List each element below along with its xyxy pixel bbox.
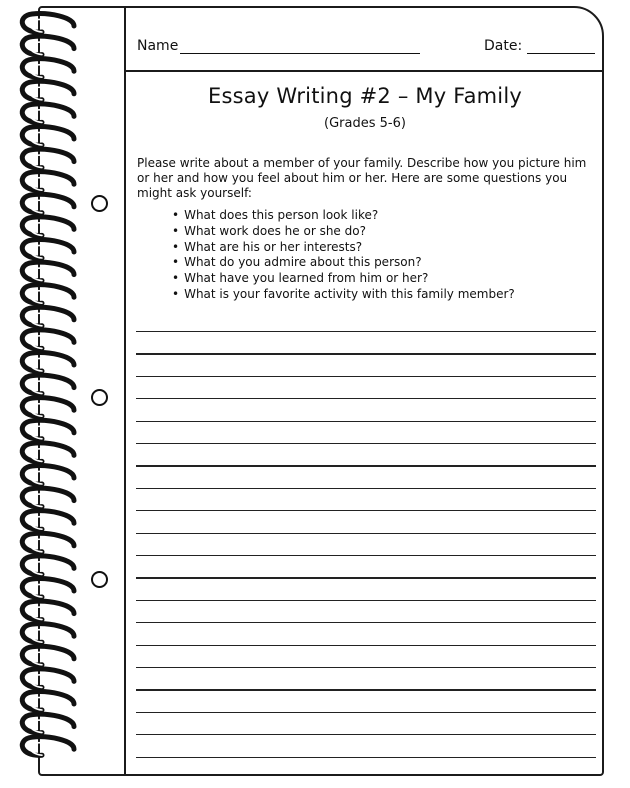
spiral-coil-icon bbox=[22, 262, 74, 281]
spiral-coil-icon bbox=[22, 36, 74, 55]
question-item: • What have you learned from him or her? bbox=[172, 271, 515, 287]
spiral-coil-icon bbox=[22, 714, 74, 733]
spiral-coil-icon bbox=[22, 511, 74, 530]
spiral-coil-icon bbox=[22, 217, 74, 236]
question-item: • What are his or her interests? bbox=[172, 240, 515, 256]
spiral-coil-icon bbox=[22, 398, 74, 417]
writing-line[interactable] bbox=[136, 667, 596, 668]
question-item: • What is your favorite activity with this family member? bbox=[172, 287, 515, 303]
writing-line[interactable] bbox=[136, 600, 596, 601]
spiral-coil-icon bbox=[22, 443, 74, 462]
binder-hole-icon bbox=[91, 571, 108, 588]
writing-line[interactable] bbox=[136, 734, 596, 735]
grade-level: (Grades 5-6) bbox=[324, 116, 406, 131]
question-item: • What work does he or she do? bbox=[172, 224, 515, 240]
spiral-coil-icon bbox=[22, 375, 74, 394]
page-title: Essay Writing #2 – My Family bbox=[208, 84, 522, 108]
writing-line[interactable] bbox=[136, 443, 596, 444]
spiral-coil-icon bbox=[22, 307, 74, 326]
spiral-coil-icon bbox=[22, 579, 74, 598]
spiral-coil-icon bbox=[22, 533, 74, 552]
writing-line[interactable] bbox=[136, 712, 596, 713]
writing-line[interactable] bbox=[136, 465, 596, 466]
spiral-coil-icon bbox=[22, 601, 74, 620]
spiral-coil-icon bbox=[22, 194, 74, 213]
spiral-coil-icon bbox=[22, 127, 74, 146]
spiral-coil-icon bbox=[22, 149, 74, 168]
spiral-coil-icon bbox=[22, 624, 74, 643]
name-field[interactable] bbox=[137, 38, 420, 54]
date-label: Date: bbox=[484, 38, 523, 54]
writing-line[interactable] bbox=[136, 533, 596, 534]
spiral-coil-icon bbox=[22, 14, 74, 33]
spiral-coil-icon bbox=[22, 556, 74, 575]
spiral-coil-icon bbox=[22, 466, 74, 485]
writing-line[interactable] bbox=[136, 757, 596, 758]
spiral-coil-icon bbox=[22, 285, 74, 304]
guiding-questions bbox=[172, 208, 515, 303]
spiral-coil-icon bbox=[22, 488, 74, 507]
writing-line[interactable] bbox=[136, 398, 596, 399]
spiral-coil-icon bbox=[22, 172, 74, 191]
writing-line[interactable] bbox=[136, 353, 596, 354]
spiral-binding bbox=[0, 0, 90, 788]
spiral-coil-icon bbox=[22, 646, 74, 665]
spiral-coil-icon bbox=[22, 81, 74, 100]
question-item: • What do you admire about this person? bbox=[172, 255, 515, 271]
date-blank[interactable] bbox=[527, 39, 595, 54]
name-blank[interactable] bbox=[180, 39, 420, 54]
writing-line[interactable] bbox=[136, 376, 596, 377]
spiral-coil-icon bbox=[22, 353, 74, 372]
writing-line[interactable] bbox=[136, 555, 596, 556]
spiral-coil-icon bbox=[22, 737, 74, 756]
spiral-coil-icon bbox=[22, 669, 74, 688]
writing-line[interactable] bbox=[136, 488, 596, 489]
writing-line[interactable] bbox=[136, 331, 596, 332]
writing-line[interactable] bbox=[136, 421, 596, 422]
writing-line[interactable] bbox=[136, 645, 596, 646]
spiral-coil-icon bbox=[22, 420, 74, 439]
header-divider bbox=[124, 70, 604, 72]
writing-line[interactable] bbox=[136, 689, 596, 690]
writing-line[interactable] bbox=[136, 510, 596, 511]
question-item: • What does this person look like? bbox=[172, 208, 515, 224]
spiral-coil-icon bbox=[22, 59, 74, 78]
binder-hole-icon bbox=[91, 195, 108, 212]
writing-line[interactable] bbox=[136, 577, 596, 578]
date-field[interactable] bbox=[484, 38, 595, 54]
name-label: Name bbox=[137, 38, 179, 54]
spiral-coil-icon bbox=[22, 330, 74, 349]
spiral-coil-icon bbox=[22, 692, 74, 711]
spiral-coil-icon bbox=[22, 240, 74, 259]
spiral-coil-icon bbox=[22, 104, 74, 123]
binder-hole-icon bbox=[91, 389, 108, 406]
essay-prompt: Please write about a member of your family. Describe how you picture him or her and how you feel about him or her. Here are some questions you might ask yourself: bbox=[137, 156, 587, 200]
writing-line[interactable] bbox=[136, 622, 596, 623]
